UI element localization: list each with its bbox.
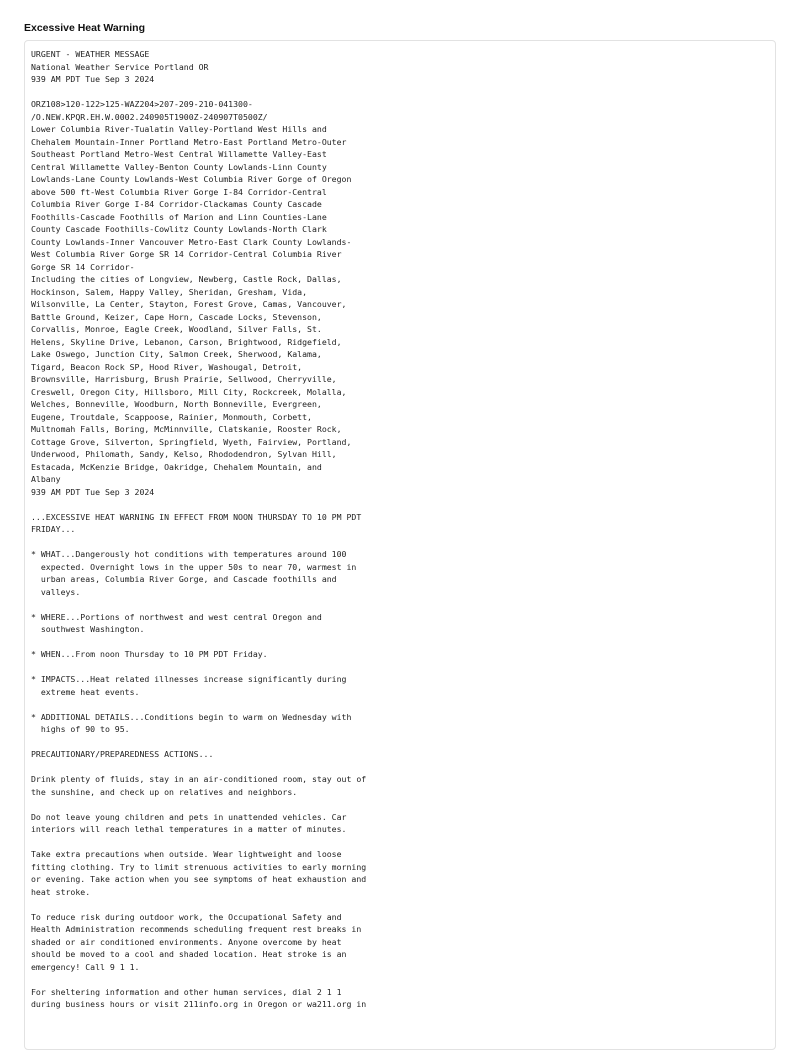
bulletin-panel bbox=[24, 40, 776, 1050]
page-title: Excessive Heat Warning bbox=[24, 22, 145, 34]
bulletin-text: URGENT - WEATHER MESSAGE National Weather Service Portland OR 939 AM PDT Tue Sep 3 2024 ORZ108>120-122>125-WAZ204>207-209-210-041300- /O.NEW.KPQR.EH.W.0002.240905T1900Z-240907T0500Z/ Lower Columbia River-Tualatin Valley-Portland West Hills and Chehalem Mountain-Inner Portland Metro-East Portland Metro-Outer Southeast Portland Metro-West Central Willamette Valley-East Central Willamette Valley-Benton County Lowlands-Linn County Lowlands-Lane County Lowlands-West Columbia River Gorge of Oregon above 500 ft-West Columbia River Gorge I-84 Corridor-Central Columbia River Gorge I-84 Corridor-Clackamas County Cascade Foothills-Cascade Foothills of Marion and Linn Counties-Lane County Cascade Foothills-Cowlitz County Lowlands-North Clark County Lowlands-Inner Vancouver Metro-East Clark County Lowlands- West Columbia River Gorge SR 14 Corridor-Central Columbia River Gorge SR 14 Corridor- Including the cities of Longview, Newberg, Castle Rock, Dallas, Hockinson, Salem, Happy Valley, Sheridan, Gresham, Vida, Wilsonville, La Center, Stayton, Forest Grove, Camas, Vancouver, Battle Ground, Keizer, Cape Horn, Cascade Locks, Stevenson, Corvallis, Monroe, Eagle Creek, Woodland, Silver Falls, St. Helens, Skyline Drive, Lebanon, Carson, Brightwood, Ridgefield, Lake Oswego, Junction City, Salmon Creek, Sherwood, Kalama, Tigard, Beacon Rock SP, Hood River, Washougal, Detroit, Brownsville, Harrisburg, Brush Prairie, Sellwood, Cherryville, Creswell, Oregon City, Hillsboro, Mill City, Rockcreek, Molalla, Welches, Bonneville, Woodburn, North Bonneville, Evergreen, Eugene, Troutdale, Scappoose, Rainier, Monmouth, Corbett, Multnomah Falls, Boring, McMinnville, Clatskanie, Rooster Rock, Cottage Grove, Silverton, Springfield, Wyeth, Fairview, Portland, Underwood, Philomath, Sandy, Kelso, Rhododendron, Sylvan Hill, Estacada, McKenzie Bridge, Oakridge, Chehalem Mountain, and Albany 939 AM PDT Tue Sep 3 2024 ...EXCESSIVE HEAT WARNING IN EFFECT FROM NOON THURSDAY TO 10 PM PDT FRIDAY... * WHAT...Dangerously hot conditions with temperatures around 100 expected. Overnight lows in the upper 50s to near 70, warmest in urban areas, Columbia River Gorge, and Cascade foothills and valleys. * WHERE...Portions of northwest and west central Oregon and southwest Washington. * WHEN...From noon Thursday to 10 PM PDT Friday. * IMPACTS...Heat related illnesses increase significantly during extreme heat events. * ADDITIONAL DETAILS...Conditions begin to warm on Wednesday with highs of 90 to 95. PRECAUTIONARY/PREPAREDNESS ACTIONS... Drink plenty of fluids, stay in an air-conditioned room, stay out of the sunshine, and check up on relatives and neighbors. Do not leave young children and pets in unattended vehicles. Car interiors will reach lethal temperatures in a matter of minutes. Take extra precautions when outside. Wear lightweight and loose fitting clothing. Try to limit strenuous activities to early morning or evening. Take action when you see symptoms of heat exhaustion and heat stroke. To reduce risk during outdoor work, the Occupational Safety and Health Administration recommends scheduling frequent rest breaks in shaded or air conditioned environments. Anyone overcome by heat should be moved to a cool and shaded location. Heat stroke is an emergency! Call 9 1 1. For sheltering information and other human services, dial 2 1 1 during business hours or visit 211info.org in Oregon or wa211.org in bbox=[31, 49, 367, 1009]
